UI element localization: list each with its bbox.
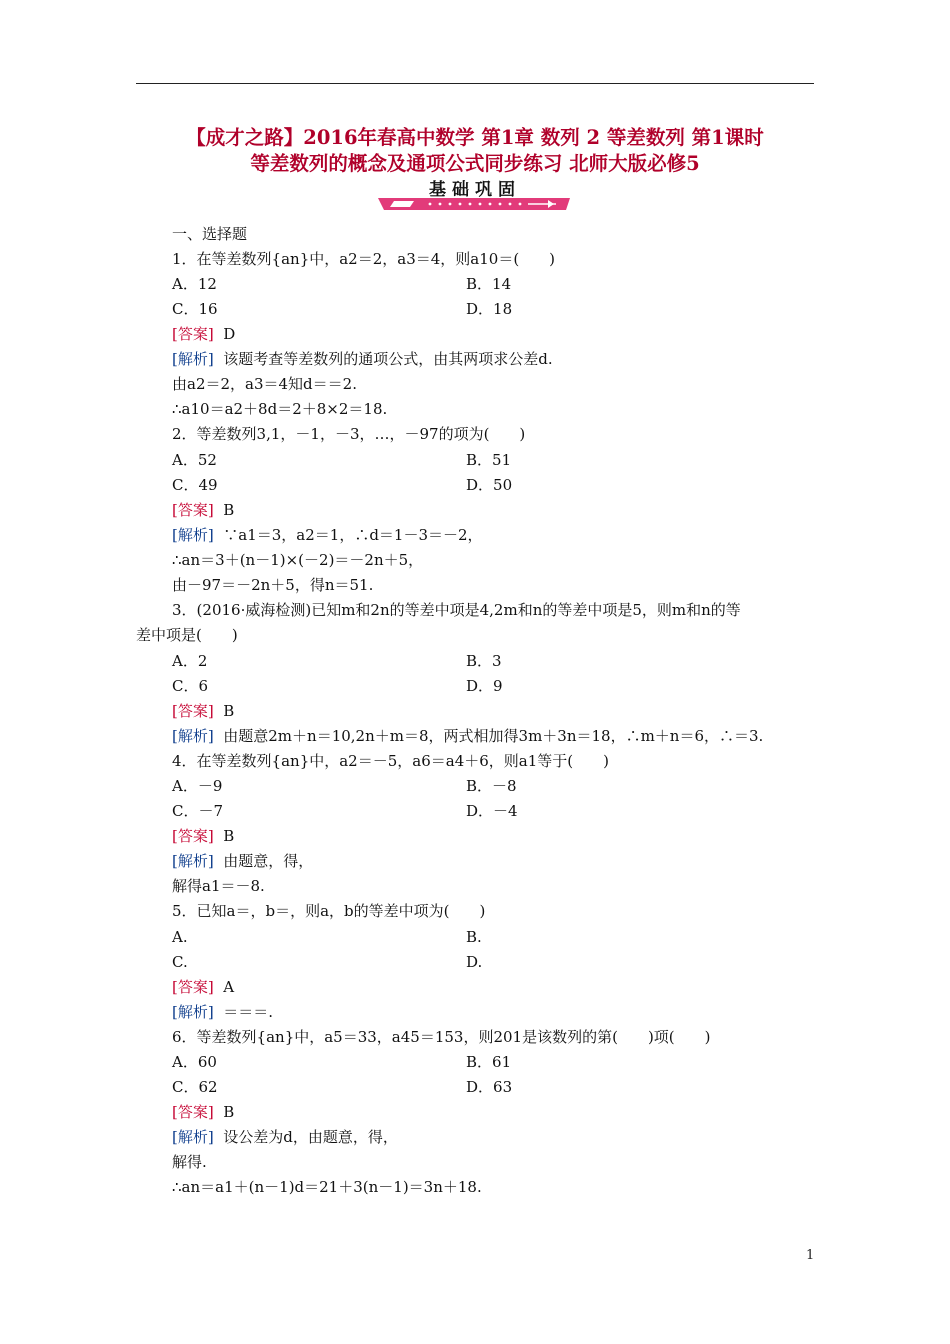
q6-option-a: A．60 (172, 1053, 217, 1071)
q1-option-c: C．16 (172, 300, 218, 318)
q3-answer: B (223, 702, 235, 720)
q2-option-b: B．51 (466, 451, 512, 469)
q3-option-a: A．2 (172, 652, 208, 670)
q2-analysis-1: ∵a1＝3，a2＝1，∴d＝1－3＝－2， (223, 526, 483, 544)
q5-answer-row (172, 977, 234, 997)
q4-analysis-row (172, 851, 313, 871)
q1-answer: D (223, 325, 236, 343)
q1-analysis-3: ∴a10＝a2＋8d＝2＋8×2＝18. (172, 400, 388, 418)
q1-answer-row (172, 324, 235, 344)
q2-analysis-row (172, 525, 483, 545)
q2-option-a: A．52 (172, 451, 217, 469)
q5-analysis-row (172, 1002, 273, 1022)
q4-analysis-1: 由题意，得， (223, 852, 314, 870)
q4-stem: 4．在等差数列{an}中，a2＝－5，a6＝a4＋6，则a1等于( ) (172, 752, 609, 770)
q2-option-d: D．50 (466, 476, 513, 494)
q5-stem: 5．已知a＝，b＝，则a，b的等差中项为( ) (172, 902, 486, 920)
analysis-tag: [解析] (172, 727, 214, 745)
q4-option-b: B．－8 (466, 777, 517, 795)
analysis-tag: [解析] (172, 526, 214, 544)
q2-answer: B (223, 501, 235, 519)
q3-analysis-1: 由题意2m＋n＝10,2n＋m＝8，两式相加得3m＋3n＝18，∴m＋n＝6，∴＝3. (223, 727, 764, 745)
q1-analysis-1: 该题考查等差数列的通项公式，由其两项求公差d. (223, 350, 553, 368)
page-number: 1 (806, 1248, 815, 1263)
analysis-tag: [解析] (172, 350, 214, 368)
q5-analysis-1: ＝＝＝. (223, 1003, 274, 1021)
q1-analysis-2: 由a2＝2，a3＝4知d＝＝2. (172, 375, 357, 393)
q4-analysis-2: 解得a1＝－8. (172, 877, 265, 895)
q3-option-c: C．6 (172, 677, 209, 695)
answer-tag: [答案] (172, 501, 214, 519)
q3-answer-row (172, 701, 234, 721)
q4-option-d: D．－4 (466, 802, 518, 820)
q6-option-b: B．61 (466, 1053, 512, 1071)
q2-stem: 2．等差数列3,1，－1，－3，…，－97的项为( ) (172, 425, 526, 443)
section-heading: 一、选择题 (172, 225, 248, 243)
answer-tag: [答案] (172, 325, 214, 343)
page-title-line1: 【成才之路】2016年春高中数学 第1章 数列 2 等差数列 第1课时 (186, 126, 764, 149)
q6-stem: 6．等差数列{an}中，a5＝33，a45＝153，则201是该数列的第( )项( ) (172, 1028, 711, 1046)
q3-option-d: D．9 (466, 677, 503, 695)
analysis-tag: [解析] (172, 1128, 214, 1146)
q1-stem: 1．在等差数列{an}中，a2＝2，a3＝4，则a10＝( ) (172, 250, 556, 268)
q2-answer-row (172, 500, 234, 520)
q2-analysis-2: ∴an＝3＋(n－1)×(－2)＝－2n＋5， (172, 551, 424, 569)
q4-answer: B (223, 827, 235, 845)
q4-option-c: C．－7 (172, 802, 224, 820)
answer-tag: [答案] (172, 1103, 214, 1121)
q2-option-c: C．49 (172, 476, 218, 494)
q1-option-b: B．14 (466, 275, 512, 293)
q5-option-d: D. (466, 953, 483, 971)
q6-analysis-row (172, 1127, 398, 1147)
q3-analysis-row (172, 726, 763, 746)
q5-option-c: C. (172, 953, 188, 971)
q3-option-b: B．3 (466, 652, 502, 670)
q4-option-a: A．－9 (172, 777, 223, 795)
q5-option-b: B. (466, 928, 482, 946)
header-rule (136, 83, 814, 84)
q5-answer: A (223, 978, 235, 996)
q1-analysis-row (172, 349, 553, 369)
section-banner (370, 174, 580, 214)
q3-stem-line1: 3．(2016·威海检测)已知m和2n的等差中项是4,2m和n的等差中项是5，则m和n的等 (172, 601, 741, 619)
q4-answer-row (172, 826, 234, 846)
answer-tag: [答案] (172, 702, 214, 720)
q2-analysis-3: 由－97＝－2n＋5，得n＝51. (172, 576, 374, 594)
answer-tag: [答案] (172, 978, 214, 996)
q3-stem-line2: 差中项是( ) (136, 626, 238, 644)
section-banner-label: 基础巩固 (429, 180, 521, 200)
q6-answer: B (223, 1103, 235, 1121)
q6-option-c: C．62 (172, 1078, 218, 1096)
q5-option-a: A. (172, 928, 188, 946)
q6-answer-row (172, 1102, 234, 1122)
q1-option-d: D．18 (466, 300, 513, 318)
page-title-line2: 等差数列的概念及通项公式同步练习 北师大版必修5 (250, 152, 700, 175)
q6-option-d: D．63 (466, 1078, 513, 1096)
q1-option-a: A．12 (172, 275, 217, 293)
q6-analysis-1: 设公差为d，由题意，得， (223, 1128, 398, 1146)
analysis-tag: [解析] (172, 852, 214, 870)
q6-analysis-3: ∴an＝a1＋(n－1)d＝21＋3(n－1)＝3n＋18. (172, 1178, 482, 1196)
answer-tag: [答案] (172, 827, 214, 845)
analysis-tag: [解析] (172, 1003, 214, 1021)
q6-analysis-2: 解得. (172, 1153, 207, 1171)
